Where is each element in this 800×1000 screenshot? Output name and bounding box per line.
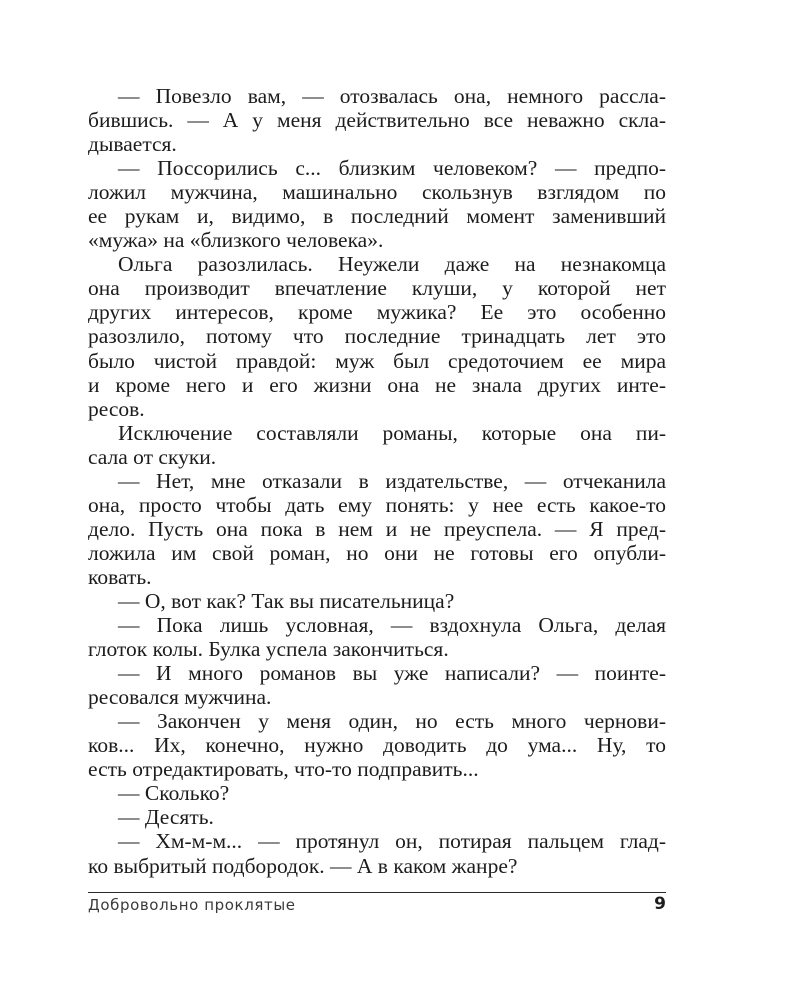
text-line: разозлило, потому что последние тринадцать лет это xyxy=(88,324,666,349)
text-line: дело. Пусть она пока в нем и не преуспела. — Я пред- xyxy=(88,516,666,541)
text-line: — Хм-м-м... — протянул он, потирая пальцем глад- xyxy=(118,829,666,854)
text-line: — И много романов вы уже написали? — поинте- xyxy=(118,661,666,686)
text-line: ков... Их, конечно, нужно доводить до ума... Ну, то xyxy=(88,733,666,758)
text-line: было чистой правдой: муж был средоточием ее мира xyxy=(88,348,666,373)
text-line: ко выбритый подбородок. — А в каком жанре? xyxy=(88,853,518,878)
text-line: других интересов, кроме мужика? Ее это особенно xyxy=(88,300,666,325)
text-line: Ольга разозлилась. Неужели даже на незнакомца xyxy=(118,252,666,277)
text-line: и кроме него и его жизни она не знала других инте- xyxy=(88,372,666,397)
text-line: дывается. xyxy=(88,132,177,157)
footer-divider xyxy=(88,892,666,893)
text-line: ресовался мужчина. xyxy=(88,685,272,710)
text-line: Исключение составляли романы, которые она пи- xyxy=(118,420,666,445)
text-line: — Сколько? xyxy=(118,781,230,806)
text-line: ложил мужчина, машинально скользнув взглядом по xyxy=(88,180,666,205)
text-line: — Поссорились с... близким человеком? — предпо- xyxy=(118,156,666,181)
page-body-text xyxy=(88,84,666,878)
text-line: — Повезло вам, — отозвалась она, немного расслa- xyxy=(118,84,666,108)
text-line: она производит впечатление клуши, у которой нет xyxy=(88,276,666,301)
text-line: ресов. xyxy=(88,396,145,421)
text-line: — Нет, мне отказали в издательстве, — отчеканила xyxy=(118,468,666,493)
running-footer-title: Добровольно проклятые xyxy=(88,896,296,914)
text-line: глоток колы. Булка успела закончиться. xyxy=(88,637,449,662)
text-line: сала от скуки. xyxy=(88,444,217,469)
page-number: 9 xyxy=(654,894,666,914)
text-line: — Пока лишь условная, — вздохнула Ольга, делая xyxy=(118,613,666,638)
text-line: — Десять. xyxy=(118,805,214,830)
text-line: — Закончен у меня один, но есть много чернови- xyxy=(118,709,666,734)
text-line: ковать. xyxy=(88,564,152,589)
text-line: она, просто чтобы дать ему понять: у нее есть какое-то xyxy=(88,492,666,517)
text-line: есть отредактировать, что-то подправить... xyxy=(88,757,479,782)
text-line: — О, вот как? Так вы писательница? xyxy=(118,588,455,613)
text-line: ложила им свой роман, но они не готовы его опубли- xyxy=(88,540,666,565)
text-line: «мужа» на «близкого человека». xyxy=(88,228,384,253)
text-line: бившись. — А у меня действительно все неважно скла- xyxy=(88,108,666,133)
text-line: ее рукам и, видимо, в последний момент заменивший xyxy=(88,204,666,229)
